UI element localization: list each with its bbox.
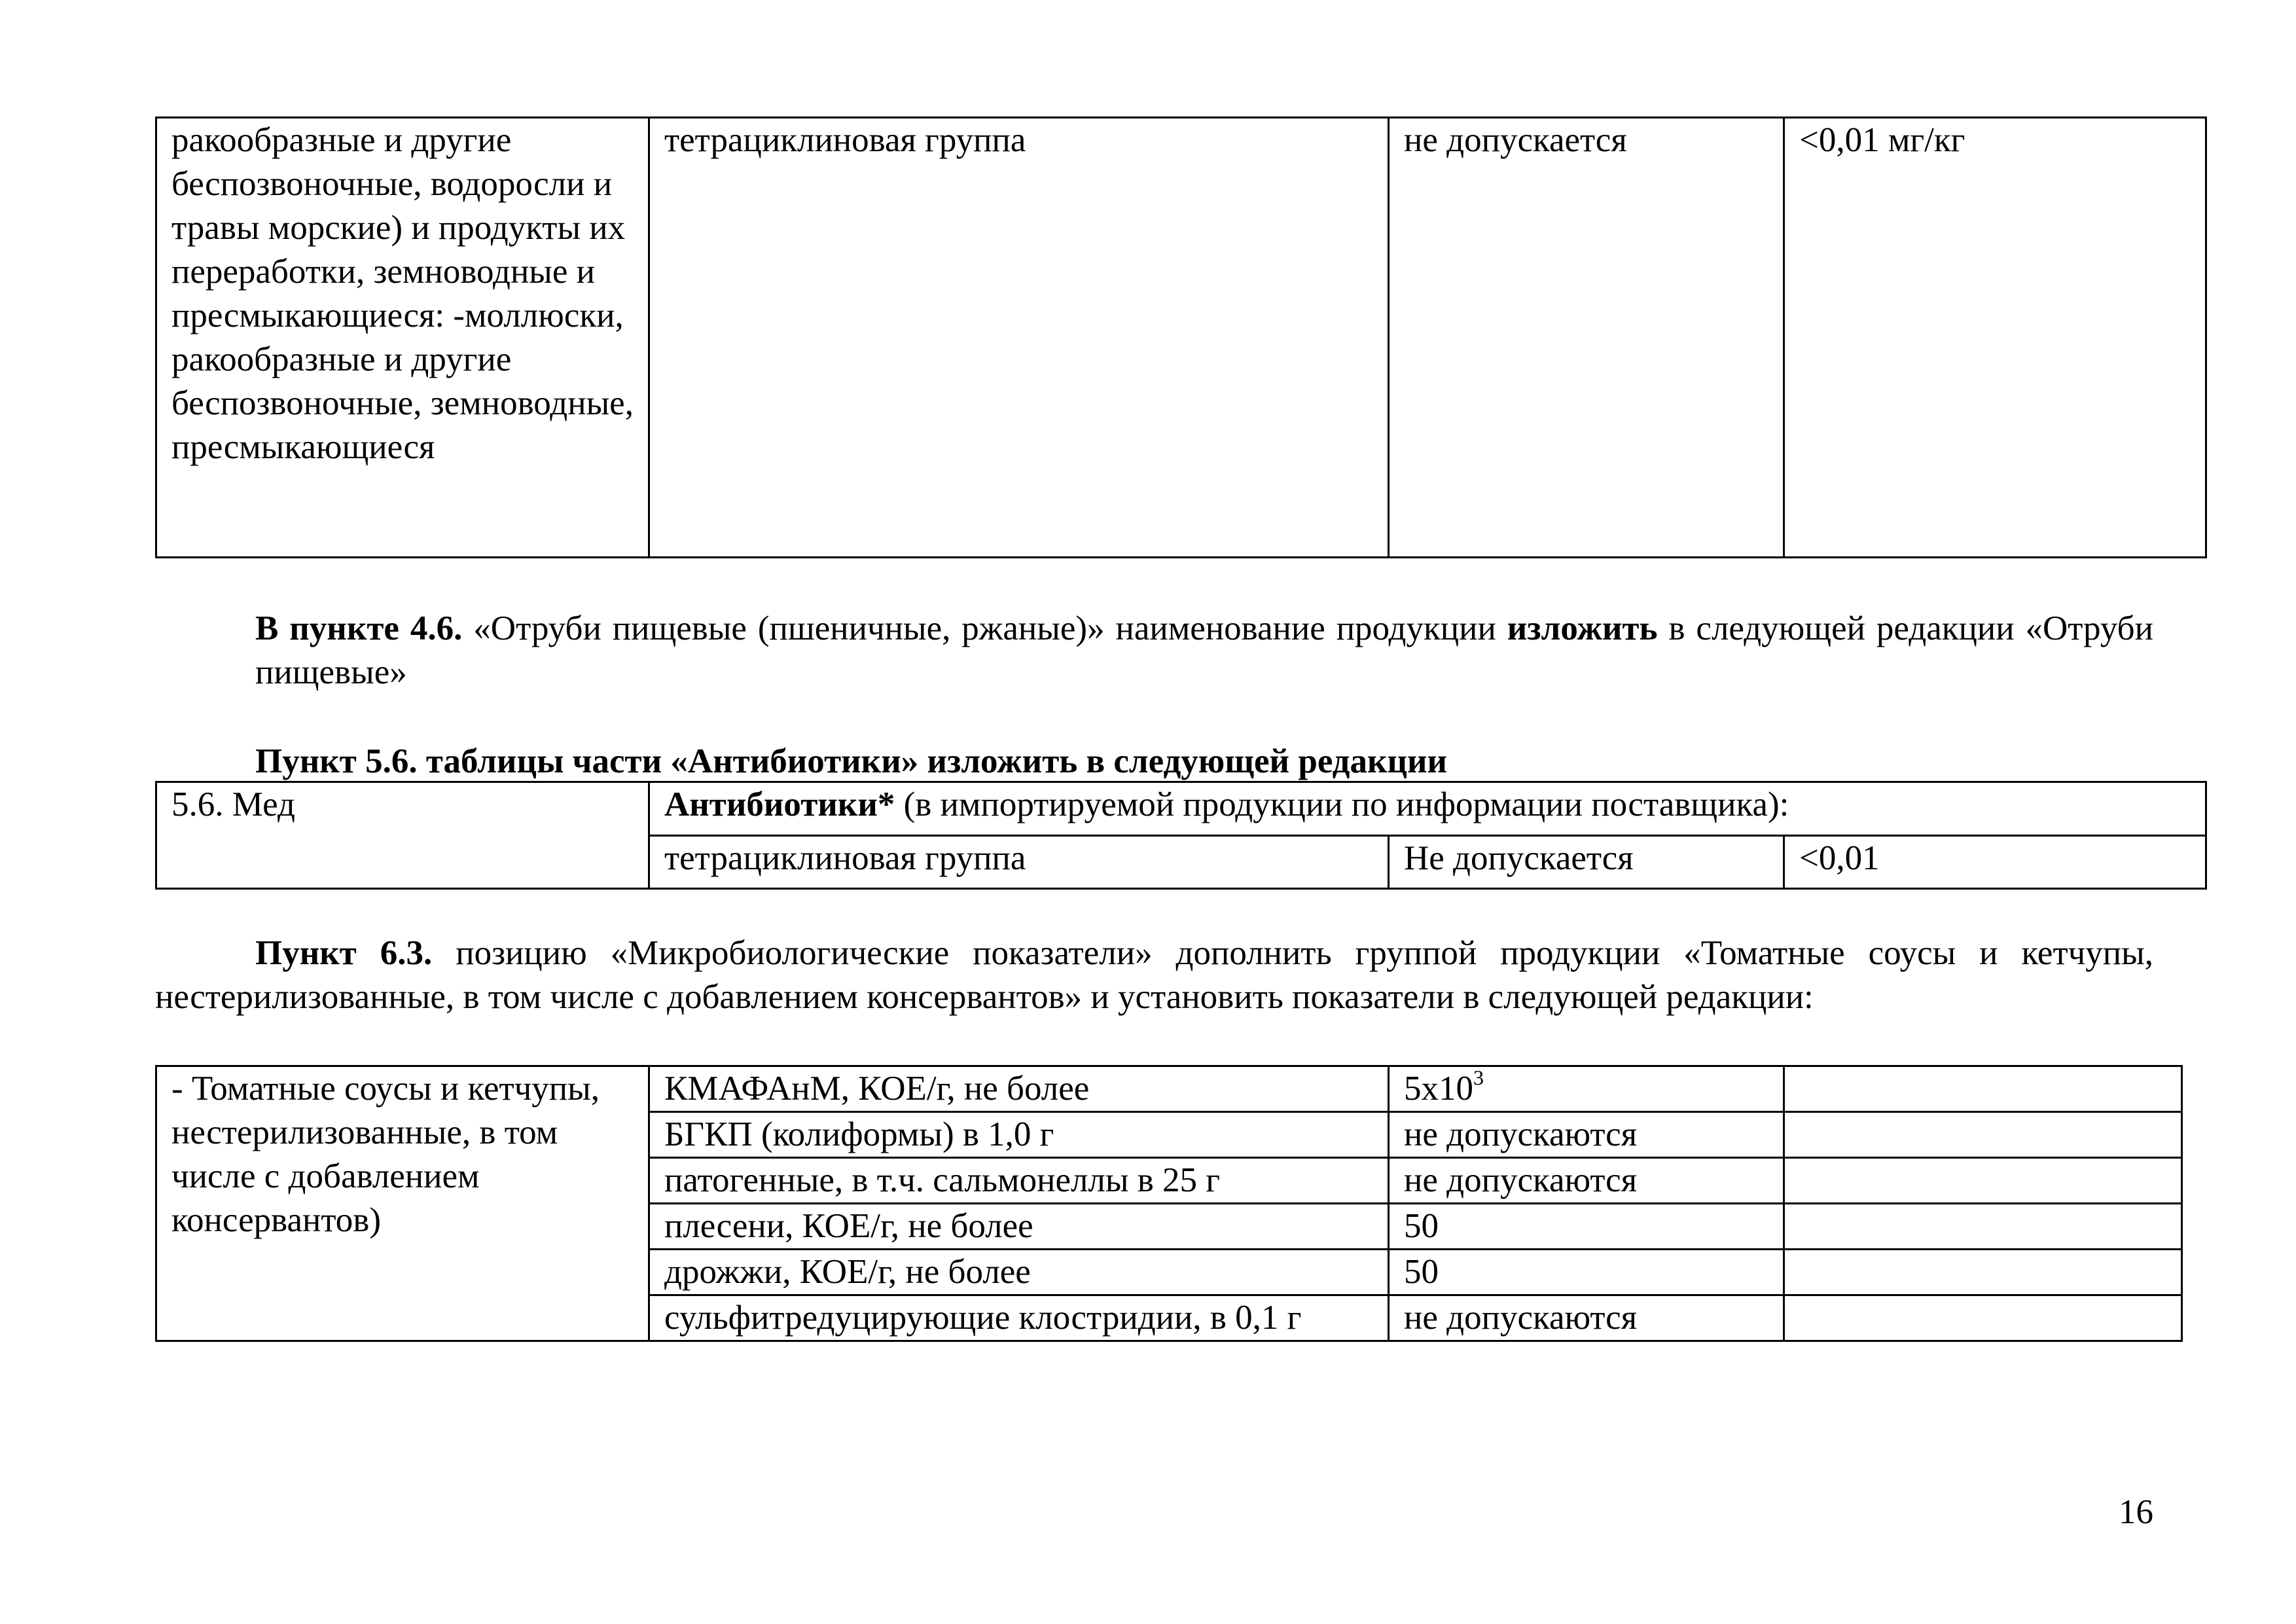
- indicator-cell: тетрациклиновая группа: [649, 118, 1389, 558]
- value-cell: [1389, 1066, 1784, 1112]
- indicator-cell: тетрациклиновая группа: [649, 836, 1389, 889]
- table-row: [156, 118, 2206, 558]
- value-cell: 50: [1389, 1204, 1784, 1250]
- paragraph-4-6-text-b: в следующей редакции «Отруби пищевые»: [255, 609, 2153, 691]
- value-cell: не допускаются: [1389, 1112, 1784, 1158]
- extra-cell: [1784, 1295, 2182, 1341]
- product-cell: 5.6. Мед: [156, 782, 649, 889]
- norm-cell: Не допускается: [1389, 836, 1784, 889]
- group-cell: [649, 782, 2206, 836]
- table-row: [156, 1066, 2182, 1112]
- paragraph-6-3: [155, 931, 2153, 1019]
- value-text: 5х10: [1404, 1070, 1473, 1108]
- extra-cell: [1784, 1204, 2182, 1250]
- indicator-cell: БГКП (колиформы) в 1,0 г: [649, 1112, 1389, 1158]
- heading-5-6: Пункт 5.6. таблицы части «Антибиотики» изложить в следующей редакции: [255, 742, 1448, 780]
- paragraph-6-3-text: позицию «Микробиологические показатели» дополнить группой продукции «Томатные соусы и кетчупы, нестерилизованные, в том числе с добавлением консервантов» и установить показатели в следующей редакции:: [155, 934, 2153, 1016]
- value-exponent: 3: [1473, 1066, 1484, 1090]
- norm-cell: не допускается: [1389, 118, 1784, 558]
- product-group-cell: ракообразные и другие беспозвоночные, водоросли и травы морские) и продукты их переработки, земноводные и пресмыкающиеся: -моллюски, ракообразные и другие беспозвоночные, земноводные, пресмыкающиеся: [156, 118, 649, 558]
- indicator-cell: КМАФАнМ, КОЕ/г, не более: [649, 1066, 1389, 1112]
- paragraph-4-6-text-a: «Отруби пищевые (пшеничные, ржаные)» наименование продукции: [462, 609, 1507, 647]
- value-cell: не допускаются: [1389, 1295, 1784, 1341]
- group-note: (в импортируемой продукции по информации поставщика):: [895, 785, 1789, 823]
- table-row: [156, 782, 2206, 836]
- extra-cell: [1784, 1250, 2182, 1295]
- value-cell: 50: [1389, 1250, 1784, 1295]
- indicator-cell: сульфитредуцирующие клостридии, в 0,1 г: [649, 1295, 1389, 1341]
- table-honey-antibiotics: [155, 781, 2207, 890]
- paragraph-4-6: [255, 607, 2153, 695]
- value-cell: не допускаются: [1389, 1158, 1784, 1204]
- indicator-cell: патогенные, в т.ч. сальмонеллы в 25 г: [649, 1158, 1389, 1204]
- extra-cell: [1784, 1112, 2182, 1158]
- extra-cell: [1784, 1158, 2182, 1204]
- extra-cell: [1784, 1066, 2182, 1112]
- paragraph-4-6-ref: В пункте 4.6.: [255, 609, 463, 647]
- indicator-cell: плесени, КОЕ/г, не более: [649, 1204, 1389, 1250]
- group-title: Антибиотики*: [664, 785, 895, 823]
- indicator-cell: дрожжи, КОЕ/г, не более: [649, 1250, 1389, 1295]
- page-number: 16: [2119, 1493, 2153, 1531]
- table-antibiotics-seafood: [155, 117, 2207, 558]
- paragraph-4-6-keyword: изложить: [1507, 609, 1658, 647]
- table-microbiology: [155, 1065, 2183, 1342]
- paragraph-6-3-ref: Пункт 6.3.: [255, 934, 433, 972]
- limit-cell: <0,01: [1784, 836, 2206, 889]
- limit-cell: <0,01 мг/кг: [1784, 118, 2206, 558]
- product-cell: - Томатные соусы и кетчупы, нестерилизованные, в том числе с добавлением консервантов): [156, 1066, 649, 1341]
